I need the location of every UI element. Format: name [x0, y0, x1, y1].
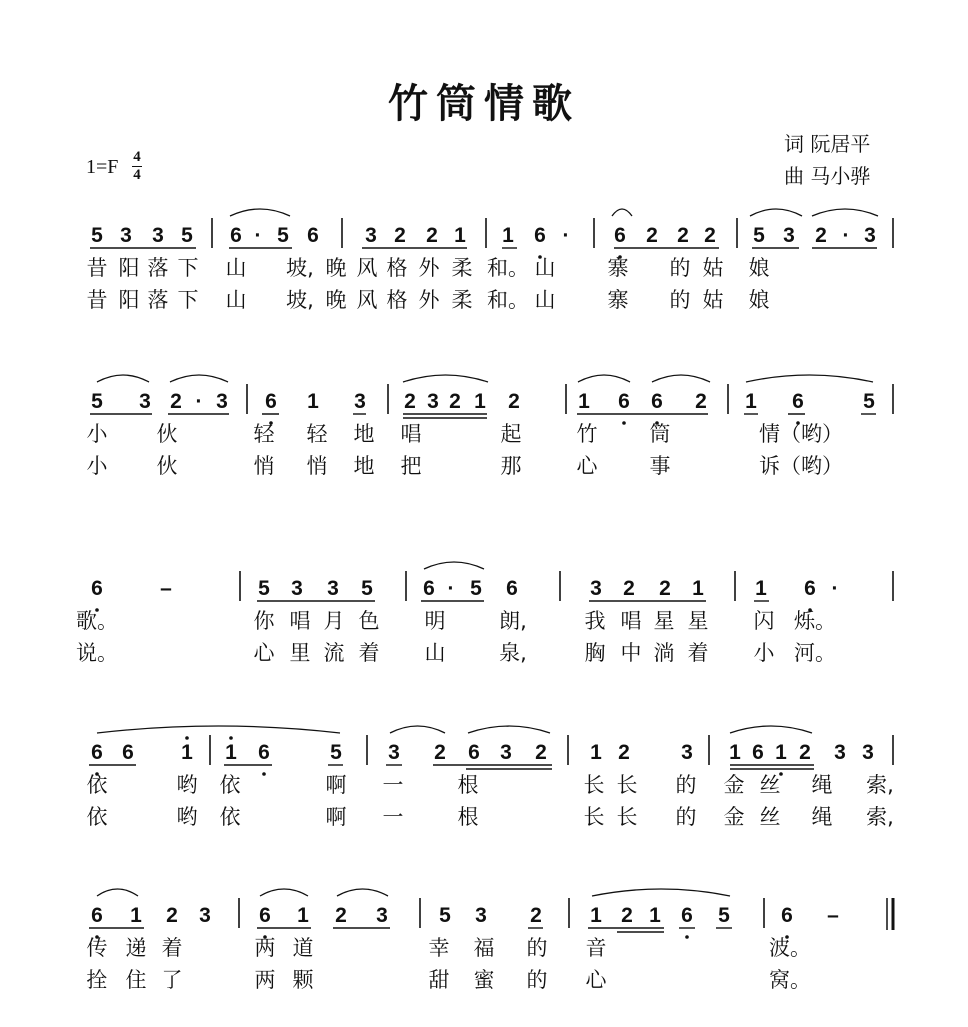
note: 1 — [649, 904, 661, 927]
note: 2 — [170, 390, 182, 413]
note: 5 — [91, 224, 103, 247]
note: 6 — [91, 741, 103, 764]
note: 3 — [216, 390, 228, 413]
note: 6 — [468, 741, 480, 764]
lyric-syllable: 柔 — [451, 288, 473, 312]
note: 5 — [277, 224, 289, 247]
lyric-syllable: 颗 — [292, 968, 314, 992]
lyric-syllable: 格 — [386, 288, 408, 312]
lyric-syllable: 下 — [177, 256, 199, 280]
note: 6 — [230, 224, 242, 247]
note: 1 — [692, 577, 704, 600]
slur — [170, 375, 228, 382]
dash-note: – — [160, 577, 172, 600]
slur — [652, 375, 710, 382]
lyric-syllable: 中 — [620, 641, 642, 665]
lyric-syllable: 长 — [583, 805, 605, 829]
lyric-syllable: 住 — [125, 968, 147, 992]
lyric-syllable: 一 — [382, 805, 404, 829]
lyric-syllable: 绳 — [811, 773, 833, 797]
lyric-syllable: 依 — [219, 805, 241, 829]
time-signature-bottom: 4 — [133, 167, 141, 183]
note: 3 — [376, 904, 388, 927]
lyric-syllable: 两 — [254, 936, 276, 960]
note: 5 — [258, 577, 270, 600]
lyric-syllable: 长 — [616, 805, 638, 829]
lyric-syllable: 里 — [289, 641, 311, 665]
slur — [424, 562, 484, 569]
lyric-syllable: 柔 — [451, 256, 473, 280]
slur — [746, 375, 873, 382]
note: 6 — [506, 577, 518, 600]
note: 2 — [335, 904, 347, 927]
lyric-syllable: 伙 — [156, 454, 178, 478]
lyric-syllable: 昔 — [86, 288, 108, 312]
note: 1 — [590, 904, 602, 927]
note: 3 — [199, 904, 211, 927]
note: 6 — [91, 577, 103, 600]
lyric-syllable: 我 — [584, 609, 606, 633]
lyric-syllable: 外 — [418, 256, 440, 280]
lyric-syllable: 哟 — [176, 805, 198, 829]
lyric-syllable: 的 — [669, 288, 691, 312]
note: 1 — [225, 741, 237, 764]
note: 6 — [781, 904, 793, 927]
note: 2 — [530, 904, 542, 927]
lyric-syllable: 丝 — [759, 773, 781, 797]
lyric-syllable: 伙 — [156, 422, 178, 446]
note: 2 — [704, 224, 716, 247]
note: 1 — [755, 577, 767, 600]
note: 2 — [426, 224, 438, 247]
note: 2 — [695, 390, 707, 413]
lyric-syllable: 绳 — [811, 805, 833, 829]
note: 2 — [449, 390, 461, 413]
slur — [230, 209, 290, 216]
lyric-syllable: 心 — [576, 454, 598, 478]
lyric-syllable: 河。 — [794, 641, 836, 665]
note: 5 — [718, 904, 730, 927]
lyric-syllable: 悄 — [253, 454, 275, 478]
note: 3 — [834, 741, 846, 764]
lyric-syllable: 小 — [86, 422, 108, 446]
lyric-syllable: 烁。 — [794, 609, 836, 633]
octave-high-dot — [229, 736, 233, 740]
lyric-syllable: 两 — [254, 968, 276, 992]
note: 5 — [361, 577, 373, 600]
slur — [97, 889, 138, 896]
note: 6 — [614, 224, 626, 247]
lyricist-credit: 词 阮居平 — [784, 132, 871, 156]
lyric-syllable: 坡, — [286, 256, 314, 280]
note: 2 — [508, 390, 520, 413]
lyric-syllable: 寨 — [607, 256, 629, 280]
lyric-syllable: 啊 — [325, 773, 347, 797]
dot-note: · — [195, 390, 203, 413]
lyric-syllable: 心 — [585, 968, 607, 992]
lyric-syllable: 地 — [353, 454, 375, 478]
lyric-syllable: 波。 — [769, 936, 811, 960]
lyric-syllable: 山 — [225, 288, 247, 312]
note: 2 — [434, 741, 446, 764]
lyric-syllable: 诉（哟） — [759, 454, 843, 478]
note: 5 — [181, 224, 193, 247]
note: 1 — [297, 904, 309, 927]
lyric-syllable: 音 — [585, 936, 607, 960]
lyric-syllable: 山 — [225, 256, 247, 280]
lyric-syllable: 朗, — [499, 609, 527, 633]
lyric-syllable: 轻 — [253, 422, 275, 446]
lyric-syllable: 金 — [723, 805, 745, 829]
note: 1 — [130, 904, 142, 927]
lyric-syllable: 的 — [675, 805, 697, 829]
slur — [578, 375, 630, 382]
lyric-syllable: 筒 — [649, 422, 671, 446]
slur — [730, 726, 812, 733]
note: 6 — [534, 224, 546, 247]
lyric-syllable: 着 — [161, 936, 183, 960]
note: 3 — [152, 224, 164, 247]
octave-low-dot — [262, 772, 266, 776]
slur — [750, 209, 802, 216]
lyric-syllable: 色 — [358, 609, 380, 633]
slur — [260, 889, 308, 896]
note: 3 — [475, 904, 487, 927]
lyric-syllable: 索, — [866, 773, 894, 797]
note: 5 — [91, 390, 103, 413]
note: 3 — [365, 224, 377, 247]
lyric-syllable: 你 — [253, 609, 275, 633]
slur — [390, 726, 445, 733]
note: 6 — [792, 390, 804, 413]
lyric-syllable: 福 — [473, 936, 495, 960]
lyric-syllable: 幸 — [428, 936, 450, 960]
lyric-syllable: 阳 — [118, 256, 140, 280]
note: 5 — [470, 577, 482, 600]
lyric-syllable: 把 — [400, 454, 422, 478]
note: 1 — [729, 741, 741, 764]
slur — [612, 209, 632, 216]
lyric-syllable: 依 — [86, 773, 108, 797]
lyric-syllable: 的 — [526, 968, 548, 992]
note: 2 — [659, 577, 671, 600]
lyric-syllable: 一 — [382, 773, 404, 797]
lyric-syllable: 外 — [418, 288, 440, 312]
note: 2 — [646, 224, 658, 247]
lyric-syllable: 姑 — [702, 288, 724, 312]
lyric-syllable: 索, — [866, 805, 894, 829]
note: 2 — [535, 741, 547, 764]
note: 1 — [578, 390, 590, 413]
lyric-syllable: 娘 — [748, 256, 770, 280]
lyric-syllable: 甜 — [428, 968, 450, 992]
note: 3 — [120, 224, 132, 247]
lyric-syllable: 落 — [147, 256, 169, 280]
lyric-syllable: 娘 — [748, 288, 770, 312]
note: 6 — [423, 577, 435, 600]
lyric-syllable: 情（哟） — [759, 422, 843, 446]
note: 1 — [502, 224, 514, 247]
lyric-syllable: 起 — [500, 422, 522, 446]
note: 6 — [259, 904, 271, 927]
slur — [592, 889, 730, 896]
note: 6 — [265, 390, 277, 413]
note: 2 — [618, 741, 630, 764]
note: 3 — [862, 741, 874, 764]
lyric-syllable: 根 — [457, 773, 479, 797]
note: 5 — [330, 741, 342, 764]
octave-high-dot — [185, 736, 189, 740]
note: 6 — [651, 390, 663, 413]
dot-note: · — [254, 224, 262, 247]
lyric-syllable: 地 — [353, 422, 375, 446]
lyric-syllable: 依 — [86, 805, 108, 829]
lyric-syllable: 了 — [161, 968, 183, 992]
slur — [403, 375, 488, 382]
composer-credit: 曲 马小骅 — [784, 164, 871, 188]
note: 2 — [623, 577, 635, 600]
note: 5 — [439, 904, 451, 927]
note: 1 — [181, 741, 193, 764]
lyric-syllable: 晚 — [325, 256, 347, 280]
note: 2 — [404, 390, 416, 413]
lyric-syllable: 流 — [323, 641, 345, 665]
lyric-syllable: 月 — [323, 609, 345, 633]
note: 2 — [394, 224, 406, 247]
note: 1 — [307, 390, 319, 413]
note: 5 — [753, 224, 765, 247]
song-title: 竹筒情歌 — [388, 81, 580, 127]
note: 3 — [500, 741, 512, 764]
note: 6 — [307, 224, 319, 247]
time-signature — [132, 150, 142, 183]
lyric-syllable: 递 — [125, 936, 147, 960]
lyric-syllable: 说。 — [76, 641, 118, 665]
note: 3 — [291, 577, 303, 600]
note: 2 — [677, 224, 689, 247]
lyric-syllable: 落 — [147, 288, 169, 312]
note: 5 — [863, 390, 875, 413]
dot-note: · — [831, 577, 839, 600]
lyric-syllable: 晚 — [325, 288, 347, 312]
lyric-syllable: 着 — [687, 641, 709, 665]
octave-low-dot — [622, 421, 626, 425]
lyric-syllable: 和。 — [487, 288, 529, 312]
slur — [97, 375, 149, 382]
note: 2 — [621, 904, 633, 927]
lyric-syllable: 明 — [424, 609, 446, 633]
note: 3 — [327, 577, 339, 600]
notation-row — [0, 190, 968, 280]
slur — [468, 726, 550, 733]
note: 6 — [752, 741, 764, 764]
lyric-syllable: 歌。 — [76, 609, 118, 633]
lyric-syllable: 传 — [86, 936, 108, 960]
note: 3 — [427, 390, 439, 413]
octave-low-dot — [685, 935, 689, 939]
dot-note: · — [842, 224, 850, 247]
lyric-syllable: 唱 — [620, 609, 642, 633]
key-signature: 1=F — [86, 156, 119, 178]
note: 1 — [454, 224, 466, 247]
lyric-syllable: 泉, — [499, 641, 527, 665]
note: 3 — [681, 741, 693, 764]
lyric-syllable: 那 — [500, 454, 522, 478]
slur — [812, 209, 878, 216]
dot-note: · — [562, 224, 570, 247]
note: 6 — [681, 904, 693, 927]
lyric-syllable: 闪 — [753, 609, 775, 633]
lyric-syllable: 山 — [534, 288, 556, 312]
lyric-syllable: 根 — [457, 805, 479, 829]
note: 6 — [91, 904, 103, 927]
lyric-syllable: 风 — [356, 256, 378, 280]
lyric-syllable: 的 — [675, 773, 697, 797]
lyric-syllable: 依 — [219, 773, 241, 797]
lyric-syllable: 的 — [669, 256, 691, 280]
lyric-syllable: 丝 — [759, 805, 781, 829]
lyric-syllable: 心 — [253, 641, 275, 665]
lyric-syllable: 小 — [753, 641, 775, 665]
lyric-syllable: 下 — [177, 288, 199, 312]
lyric-syllable: 山 — [534, 256, 556, 280]
lyric-syllable: 小 — [86, 454, 108, 478]
lyric-syllable: 的 — [526, 936, 548, 960]
note: 1 — [474, 390, 486, 413]
lyric-syllable: 长 — [616, 773, 638, 797]
lyric-syllable: 山 — [424, 641, 446, 665]
note: 6 — [122, 741, 134, 764]
slur — [97, 726, 340, 733]
lyric-syllable: 蜜 — [473, 968, 495, 992]
lyric-syllable: 姑 — [702, 256, 724, 280]
lyric-syllable: 唱 — [289, 609, 311, 633]
lyric-syllable: 轻 — [306, 422, 328, 446]
note: 2 — [815, 224, 827, 247]
lyric-syllable: 悄 — [306, 454, 328, 478]
note: 3 — [783, 224, 795, 247]
lyric-syllable: 窝。 — [769, 968, 811, 992]
lyric-syllable: 风 — [356, 288, 378, 312]
note: 1 — [745, 390, 757, 413]
note: 3 — [139, 390, 151, 413]
lyric-syllable: 寨 — [607, 288, 629, 312]
note: 3 — [354, 390, 366, 413]
note: 3 — [590, 577, 602, 600]
lyric-syllable: 阳 — [118, 288, 140, 312]
note: 6 — [618, 390, 630, 413]
lyric-syllable: 星 — [653, 609, 675, 633]
note: 6 — [804, 577, 816, 600]
lyric-syllable: 啊 — [325, 805, 347, 829]
lyric-syllable: 着 — [358, 641, 380, 665]
note: 2 — [799, 741, 811, 764]
note: 3 — [388, 741, 400, 764]
note: 2 — [166, 904, 178, 927]
note: 1 — [775, 741, 787, 764]
dash-note: – — [827, 904, 839, 927]
lyric-syllable: 昔 — [86, 256, 108, 280]
note: 1 — [590, 741, 602, 764]
lyric-syllable: 道 — [292, 936, 314, 960]
note: 6 — [258, 741, 270, 764]
lyric-syllable: 事 — [649, 454, 671, 478]
lyric-syllable: 竹 — [576, 422, 598, 446]
lyric-syllable: 长 — [583, 773, 605, 797]
lyric-syllable: 唱 — [400, 422, 422, 446]
lyric-syllable: 胸 — [584, 641, 606, 665]
lyric-syllable: 拴 — [86, 968, 108, 992]
lyric-syllable: 坡, — [286, 288, 314, 312]
lyric-syllable: 和。 — [487, 256, 529, 280]
time-signature-top: 4 — [133, 149, 141, 165]
lyric-syllable: 星 — [687, 609, 709, 633]
dot-note: · — [447, 577, 455, 600]
lyric-syllable: 格 — [386, 256, 408, 280]
lyric-syllable: 金 — [723, 773, 745, 797]
slur — [337, 889, 388, 896]
lyric-syllable: 哟 — [176, 773, 198, 797]
note: 3 — [864, 224, 876, 247]
lyric-syllable: 淌 — [653, 641, 675, 665]
